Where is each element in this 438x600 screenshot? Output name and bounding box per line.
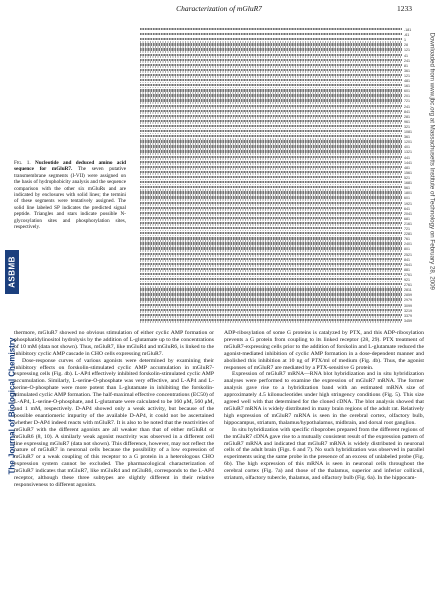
amino-acid-line <box>140 163 402 165</box>
amino-acid-line <box>140 219 402 221</box>
line-number: 3379 <box>404 313 412 318</box>
line-number: 2041 <box>404 211 412 216</box>
download-note: Downloaded from www.jbc.org at Massachusetts Institute of Technology on February 28, 2009 <box>428 32 436 290</box>
asbmb-logo: ASBMB <box>5 250 19 294</box>
line-number: 81 <box>404 63 408 68</box>
line-number: 161 <box>404 84 410 89</box>
line-number: 1081 <box>404 130 412 135</box>
line-number: 361 <box>404 68 410 73</box>
line-number: 681 <box>404 216 410 221</box>
line-number: 121 <box>404 48 410 53</box>
download-watermark <box>426 30 438 330</box>
sequence-row <box>140 319 416 324</box>
amino-acid-line <box>140 199 402 201</box>
journal-name: The Journal of Biological Chemistry <box>7 337 17 475</box>
figure-caption <box>14 160 126 230</box>
line-number: 641 <box>404 206 410 211</box>
amino-acid-line <box>140 122 402 124</box>
amino-acid-line <box>140 291 402 293</box>
line-number: 761 <box>404 237 410 242</box>
nucleotide-line <box>140 28 402 30</box>
line-number: 841 <box>404 257 410 262</box>
sequence-figure <box>140 28 416 324</box>
amino-acid-line <box>140 260 402 262</box>
amino-acid-line <box>140 204 402 206</box>
caption-label: Fig. 1. <box>14 160 31 166</box>
amino-acid-line <box>140 153 402 155</box>
line-number: -61 <box>404 33 410 38</box>
amino-acid-line <box>140 281 402 283</box>
amino-acid-line <box>140 316 402 318</box>
line-number: 2641 <box>404 262 412 267</box>
running-header <box>0 4 438 18</box>
line-number: 201 <box>404 94 410 99</box>
amino-acid-line <box>140 168 402 170</box>
amino-acid-line <box>140 311 402 313</box>
amino-acid-line <box>140 301 402 303</box>
line-number: 3459 <box>404 318 412 323</box>
line-number: 1201 <box>404 140 412 145</box>
amino-acid-line <box>140 189 402 191</box>
amino-acid-line <box>140 255 402 257</box>
line-number: 2761 <box>404 283 412 288</box>
amino-acid-line <box>140 250 402 252</box>
nucleotide-line <box>140 33 402 35</box>
line-number: 2401 <box>404 242 412 247</box>
running-title: Characterization of mGluR7 <box>176 4 262 13</box>
line-number: 2161 <box>404 221 412 226</box>
line-number: 561 <box>404 186 410 191</box>
amino-acid-line <box>140 296 402 298</box>
amino-acid-line <box>140 240 402 242</box>
amino-acid-line <box>140 270 402 272</box>
line-number: 1441 <box>404 160 412 165</box>
amino-acid-line <box>140 112 402 114</box>
amino-acid-line <box>140 133 402 135</box>
amino-acid-line <box>140 321 402 323</box>
line-number: 881 <box>404 267 410 272</box>
line-number: 241 <box>404 104 410 109</box>
line-number: 281 <box>404 114 410 119</box>
amino-acid-line <box>140 224 402 226</box>
line-number: 241 <box>404 58 410 63</box>
amino-acid-line <box>140 148 402 150</box>
amino-acid-line <box>140 51 402 53</box>
line-number: 481 <box>404 79 410 84</box>
amino-acid-line <box>140 235 402 237</box>
amino-acid-line <box>140 76 402 78</box>
line-number: 521 <box>404 176 410 180</box>
amino-acid-line <box>140 265 402 267</box>
line-number: 841 <box>404 109 410 114</box>
body-paragraph: Expression of mGluR7 mRNA—RNA blot hybridization and in situ hybridization analyses were performed to examine the expression of mGluR7 mRNA. The former analysis gave rise to a hybridization band with an estimated mRNA size of approximately 4.5 kilonucleotides under high stringency conditions (Fig. 5). This size agreed well with that determined for the cloned cDNA. The blot analysis showed that mGluR7 mRNA is widely distributed in many brain regions of the adult rat. Relatively high expression of mGluR7 mRNA is seen in the cerebral cortex, olfactory bulb, hippocampus, striatum, thalamus/hypothalamus, midbrain, and dorsal root ganglion. <box>224 371 424 426</box>
amino-acid-line <box>140 82 402 84</box>
caption-heading: Nucleotide and deduced amino acid sequence for mGluR7. <box>14 160 127 173</box>
amino-acid-line <box>140 97 402 99</box>
amino-acid-line <box>140 46 402 48</box>
amino-acid-line <box>140 184 402 186</box>
line-number: 1801 <box>404 191 412 196</box>
page-number: 1233 <box>397 4 412 13</box>
line-number: 2859 <box>404 293 412 298</box>
line-number: 1921 <box>404 201 412 206</box>
line-number: 2281 <box>404 232 412 237</box>
amino-acid-line <box>140 286 402 288</box>
line-number: 321 <box>404 124 410 129</box>
body-paragraph: In situ hybridization with specific riboprobes prepared from the different regions of the mGluR7 cDNA gave rise to a mutually consistent result of the expression pattern of mGluR7 mRNA and indicated that mGluR7 mRNA is widely distributed in neuronal cells of the adult brain (Figs. 6 and 7). No such hybridization was observed in parallel experiments using the same probe in the presence of an excess of unlabeled probe (Fig. 6b). The high expression of this mRNA is seen in neuronal cells throughout the cerebral cortex (Fig. 7a) and those of the thalamus, superior and inferior colliculi, striatum, olfactory tubercle, thalamus, and olfactory bulb (Fig. 6a). In the hippocam- <box>224 426 424 482</box>
line-number: 3099 <box>404 303 412 308</box>
amino-acid-line <box>140 92 402 94</box>
body-paragraph: Dose-response curves of various agonists were determined by examining their inhibitory effects on forskolin-stimulated cyclic AMP accumulation in mGluR7-expressing cells (Fig. 4b). L-AP4 effectively inhibited forskolin-stimulated cyclic AMP accumulation. Similarly, L-serine-O-phosphate was very effective, and L-AP4 and L-serine-O-phosphate were more potent than L-glutamate in inhibiting the forskolin-stimulated cyclic AMP formation. The half-maximal effective concentrations (EC50) of L-AP4, L-serine-O-phosphate, and L-glutamate were calculated to be 160 μM, 560 μM, and 1 mM, respectively. D-AP4 showed only a weak activity, but because of the possible enantiomeric impurity of the available D-AP4, it could not be ascertained whether D-AP4 indeed reacts with mGluR7. It is also to be noted that the reactivities of mGluR7 with the different agonists are all weaker than that of either mGluR4 or mGluR6 (8, 10). A similarly weak agonist reactivity was observed in a different cell line expressing mGluR7 (data not shown). This difference, however, may not reflect the nature of mGluR7 in neuronal cells because the possibility of a low expression of mGluR7 or a weak coupling of this receptor to a G protein in a heterologous CHO expression system cannot be excluded. The pharmacological characterization of mGluR7 indicates that mGluR7, like mGluR4 and mGluR6, corresponds to the L-AP4 receptor, although these three subtypes are slightly different in their relative responsiveness to different agonists. <box>14 357 214 488</box>
amino-acid-line <box>140 66 402 68</box>
amino-acid-line <box>140 143 402 145</box>
amino-acid-line <box>140 61 402 63</box>
text-column-right <box>224 330 424 482</box>
line-number: 481 <box>404 165 410 170</box>
line-number: 41 <box>404 53 408 58</box>
amino-acid-line <box>140 179 402 181</box>
amino-acid-line <box>140 209 402 211</box>
line-number: -181 <box>404 28 412 32</box>
amino-acid-line <box>140 56 402 58</box>
amino-acid-line <box>140 158 402 160</box>
amino-acid-line <box>140 87 402 89</box>
caption-body: The seven putative transmembrane segments (I-VII) were assigned on the basis of hydrophobicity analysis and the sequence comparison with the other six mGluRs and are indicated by enclosures with solid lines; the termini of these segments were tentatively assigned. The solid line labeled SP indicates the predicted signal peptide. Triangles and stars indicate possible N-glycosylation sites and phosphorylation sites, respectively. <box>14 166 127 231</box>
line-number: 1 <box>404 38 406 43</box>
line-number: 2811 <box>404 288 412 293</box>
line-number: 721 <box>404 99 410 104</box>
line-number: 2761 <box>404 272 412 277</box>
amino-acid-line <box>140 102 402 104</box>
line-number: 2521 <box>404 252 412 257</box>
line-number: 1321 <box>404 150 412 155</box>
line-number: 401 <box>404 145 410 150</box>
line-number: 721 <box>404 227 410 232</box>
line-number: 3219 <box>404 308 412 313</box>
amino-acid-line <box>140 245 402 247</box>
amino-acid-line <box>140 173 402 175</box>
amino-acid-line <box>140 117 402 119</box>
text-column-left <box>14 330 214 489</box>
amino-acid-line <box>140 230 402 232</box>
line-number: 801 <box>404 247 410 252</box>
line-number: 1681 <box>404 181 412 186</box>
amino-acid-line <box>140 138 402 140</box>
amino-acid-line <box>140 194 402 196</box>
amino-acid-line <box>140 128 402 130</box>
line-number: 601 <box>404 89 410 94</box>
amino-acid-line <box>140 214 402 216</box>
amino-acid-line <box>140 306 402 308</box>
line-number: 1561 <box>404 170 412 175</box>
line-number: 441 <box>404 155 410 160</box>
body-paragraph: ADP-ribosylation of some G proteins is catalyzed by PTX, and this ADP-ribosylation prevents a G protein from coupling to its linked receptor (28, 29). PTX treatment of mGluR7-expressing cells prior to the addition of forskolin and L-glutamate reduced the agonist-mediated inhibition of cyclic AMP formation in a dose-dependent manner and abolished this inhibition at 10 ng of PTX/ml of medium (Fig. 4b). Thus, the agonist responses of mGluR7 are mediated by a PTX-sensitive G protein. <box>224 330 424 371</box>
line-number: 121 <box>404 73 410 78</box>
line-number: 28 <box>404 43 408 48</box>
line-number: 2979 <box>404 298 412 303</box>
line-number: 601 <box>404 196 410 201</box>
amino-acid-line <box>140 41 402 43</box>
line-number: 921 <box>404 278 410 283</box>
line-number: 361 <box>404 135 410 140</box>
amino-acid-line <box>140 276 402 278</box>
amino-acid-line <box>140 107 402 109</box>
amino-acid-line <box>140 71 402 73</box>
body-paragraph: thermore, mGluR7 showed no obvious stimulation of either cyclic AMP formation or phosphatidylinositol hydrolysis by the addition of L-glutamate up to the concentrations of 10 mM (data not shown). Thus, mGluR7, like mGluR4 and mGluR6, is linked to the inhibitory cyclic AMP cascade in CHO cells expressing mGluR7. <box>14 330 214 357</box>
line-number: 961 <box>404 119 410 124</box>
